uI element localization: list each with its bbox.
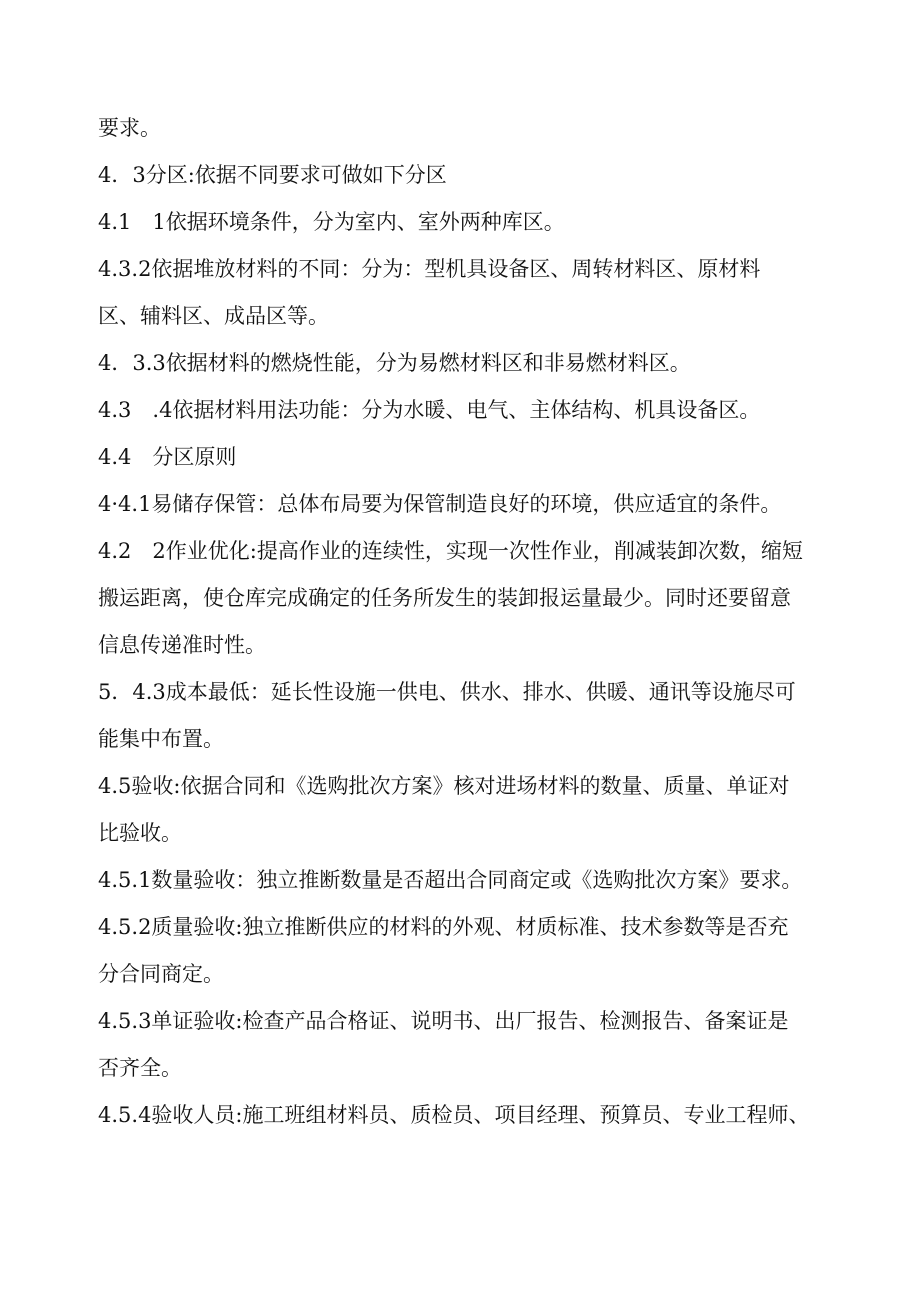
text-line: 否齐全。 — [98, 1056, 182, 1080]
text-line: 4.3.2依据堆放材料的不同：分为：型机具设备区、周转材料区、原材料 — [98, 257, 761, 281]
text-line: 比验收。 — [98, 821, 182, 845]
text-line: 能集中布置。 — [98, 727, 224, 751]
text-line: 4.1 1依据环境条件，分为室内、室外两种库区。 — [98, 210, 565, 234]
section-heading-4-5: 4.5验收:依据合同和《选购批次方案》核对进场材料的数量、质量、单证对 — [98, 774, 790, 798]
text-line: 4．3.3依据材料的燃烧性能，分为易燃材料区和非易燃材料区。 — [98, 351, 691, 375]
text-line: 信息传递准时性。 — [98, 633, 266, 657]
text-line: 要求。 — [98, 116, 161, 140]
document-body — [98, 118, 838, 1152]
text-line: 4.5.4验收人员:施工班组材料员、质检员、项目经理、预算员、专业工程师、 — [98, 1103, 810, 1127]
text-line: 区、辅料区、成品区等。 — [98, 304, 329, 328]
text-line: 4.3 .4依据材料用法功能：分为水暖、电气、主体结构、机具设备区。 — [98, 398, 761, 422]
text-line: 4·4.1易储存保管：总体布局要为保管制造良好的环境，供应适宜的条件。 — [98, 492, 782, 516]
text-line: 5．4.3成本最低：延长性设施一供电、供水、排水、供暖、通讯等设施尽可 — [98, 680, 796, 704]
text-line: 4.2 2作业优化:提高作业的连续性，实现一次性作业，削减装卸次数，缩短 — [98, 539, 803, 563]
text-line: 搬运距离，使仓库完成确定的任务所发生的装卸报运量最少。同时还要留意 — [98, 586, 791, 610]
section-heading-4-4: 4.4 分区原则 — [98, 445, 237, 469]
text-line: 4.5.2质量验收:独立推断供应的材料的外观、材质标准、技术参数等是否充 — [98, 915, 789, 939]
section-heading-4-3: 4．3分区:依据不同要求可做如下分区 — [98, 163, 447, 187]
text-line: 4.5.3单证验收:检查产品合格证、说明书、出厂报告、检测报告、备案证是 — [98, 1009, 789, 1033]
text-line: 4.5.1数量验收：独立推断数量是否超出合同商定或《选购批次方案》要求。 — [98, 868, 803, 892]
text-line: 分合同商定。 — [98, 962, 224, 986]
